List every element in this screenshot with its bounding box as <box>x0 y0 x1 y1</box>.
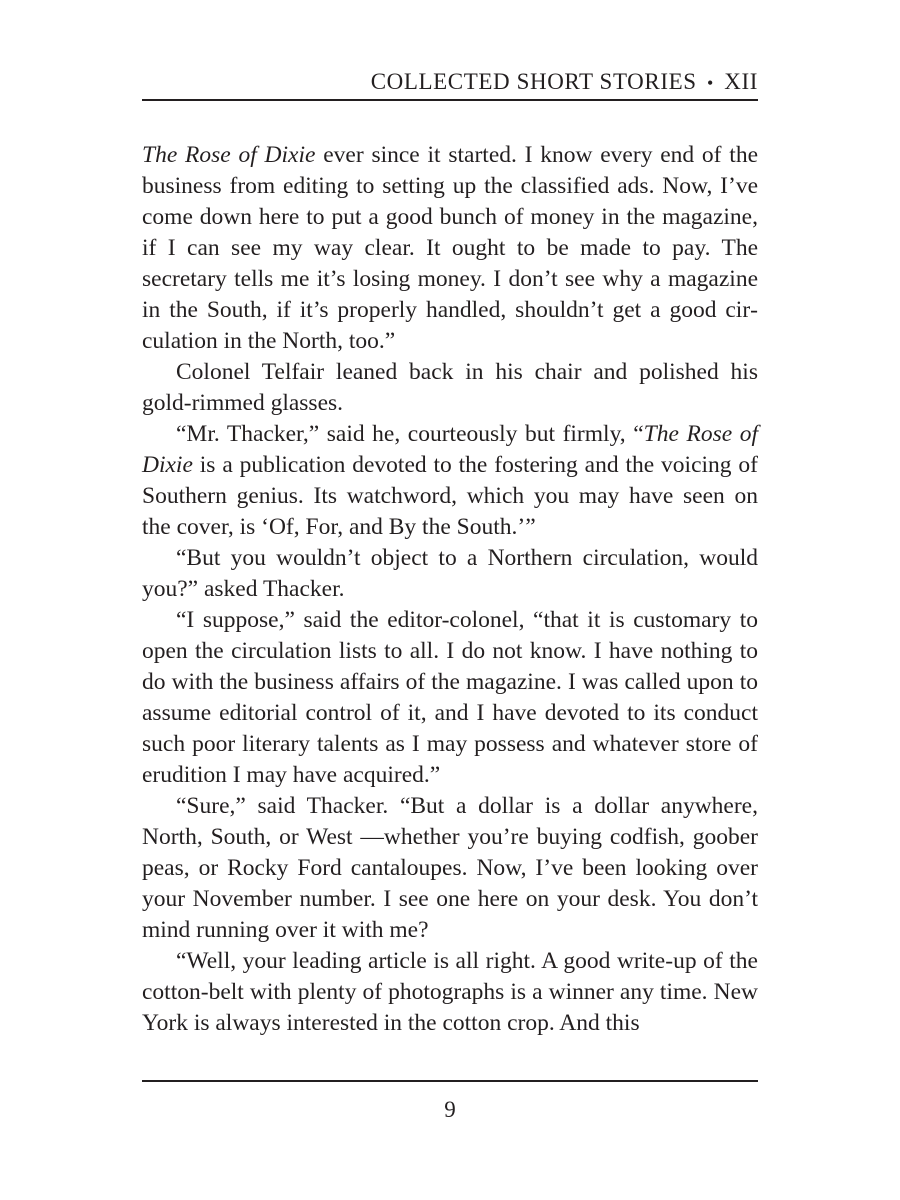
body-text <box>142 140 758 1039</box>
header-rule <box>142 99 758 101</box>
paragraph-text: “But you wouldn’t object to a Northern circulation, would you?” asked Thacker. <box>142 545 758 602</box>
paragraph <box>142 791 758 946</box>
italic-text: The Rose of Dixie <box>142 142 316 168</box>
paragraph-text: “Well, your leading article is all right. A good write-up of the cotton-belt with plenty of photographs is a winner any time. New York is always interested in the cotton crop. And this <box>142 948 758 1036</box>
page-number: 9 <box>444 1097 456 1122</box>
paragraph <box>142 543 758 605</box>
paragraph-text: “Mr. Thacker,” said he, courteously but firmly, “ <box>176 421 644 447</box>
paragraph-text: is a publication devoted to the fostering and the voicing of Southern genius. Its watchword, which you may have seen on the cover, is ‘Of, For, and By the South.’” <box>142 452 758 540</box>
paragraph-text: “I suppose,” said the editor-colonel, “that it is customary to open the circulation lists to all. I do not know. I have nothing to do with the business affairs of the magazine. I was called upon to assume editorial control of it, and I have devoted to its conduct such poor literary talents as I may possess and whatever store of erudition I may have acquired.” <box>142 607 758 788</box>
italic-text: The Rose of Dixie <box>142 421 758 478</box>
running-header-title: COLLECTED SHORT STORIES <box>370 69 697 94</box>
paragraph-text: Colonel Telfair leaned back in his chair and polished his gold-rimmed glasses. <box>142 359 758 416</box>
paragraph-text: ever since it started. I know every end of the business from editing to setting up the classified ads. Now, I’ve come down here to put a good bunch of money in the magazine, if I can see my way clear. It ought to be made to pay. The secretary tells me it’s losing money. I don’t see why a magazine in the South, if it’s properly handled, shouldn’t get a good circulation in the North, too.” <box>142 142 758 354</box>
paragraph <box>142 605 758 791</box>
paragraph-text: “Sure,” said Thacker. “But a dollar is a dollar anywhere, North, South, or West —whether you’re buying codfish, goober peas, or Rocky Ford cantaloupes. Now, I’ve been looking over your November number. I see one here on your desk. You don’t mind running over it with me? <box>142 793 758 943</box>
paragraph <box>142 140 758 357</box>
paragraph <box>142 946 758 1039</box>
footer-rule <box>142 1080 758 1082</box>
running-header-volume: XII <box>724 69 758 94</box>
paragraph <box>142 419 758 543</box>
bullet-separator: • <box>707 73 714 93</box>
paragraph <box>142 357 758 419</box>
running-header <box>142 64 758 100</box>
